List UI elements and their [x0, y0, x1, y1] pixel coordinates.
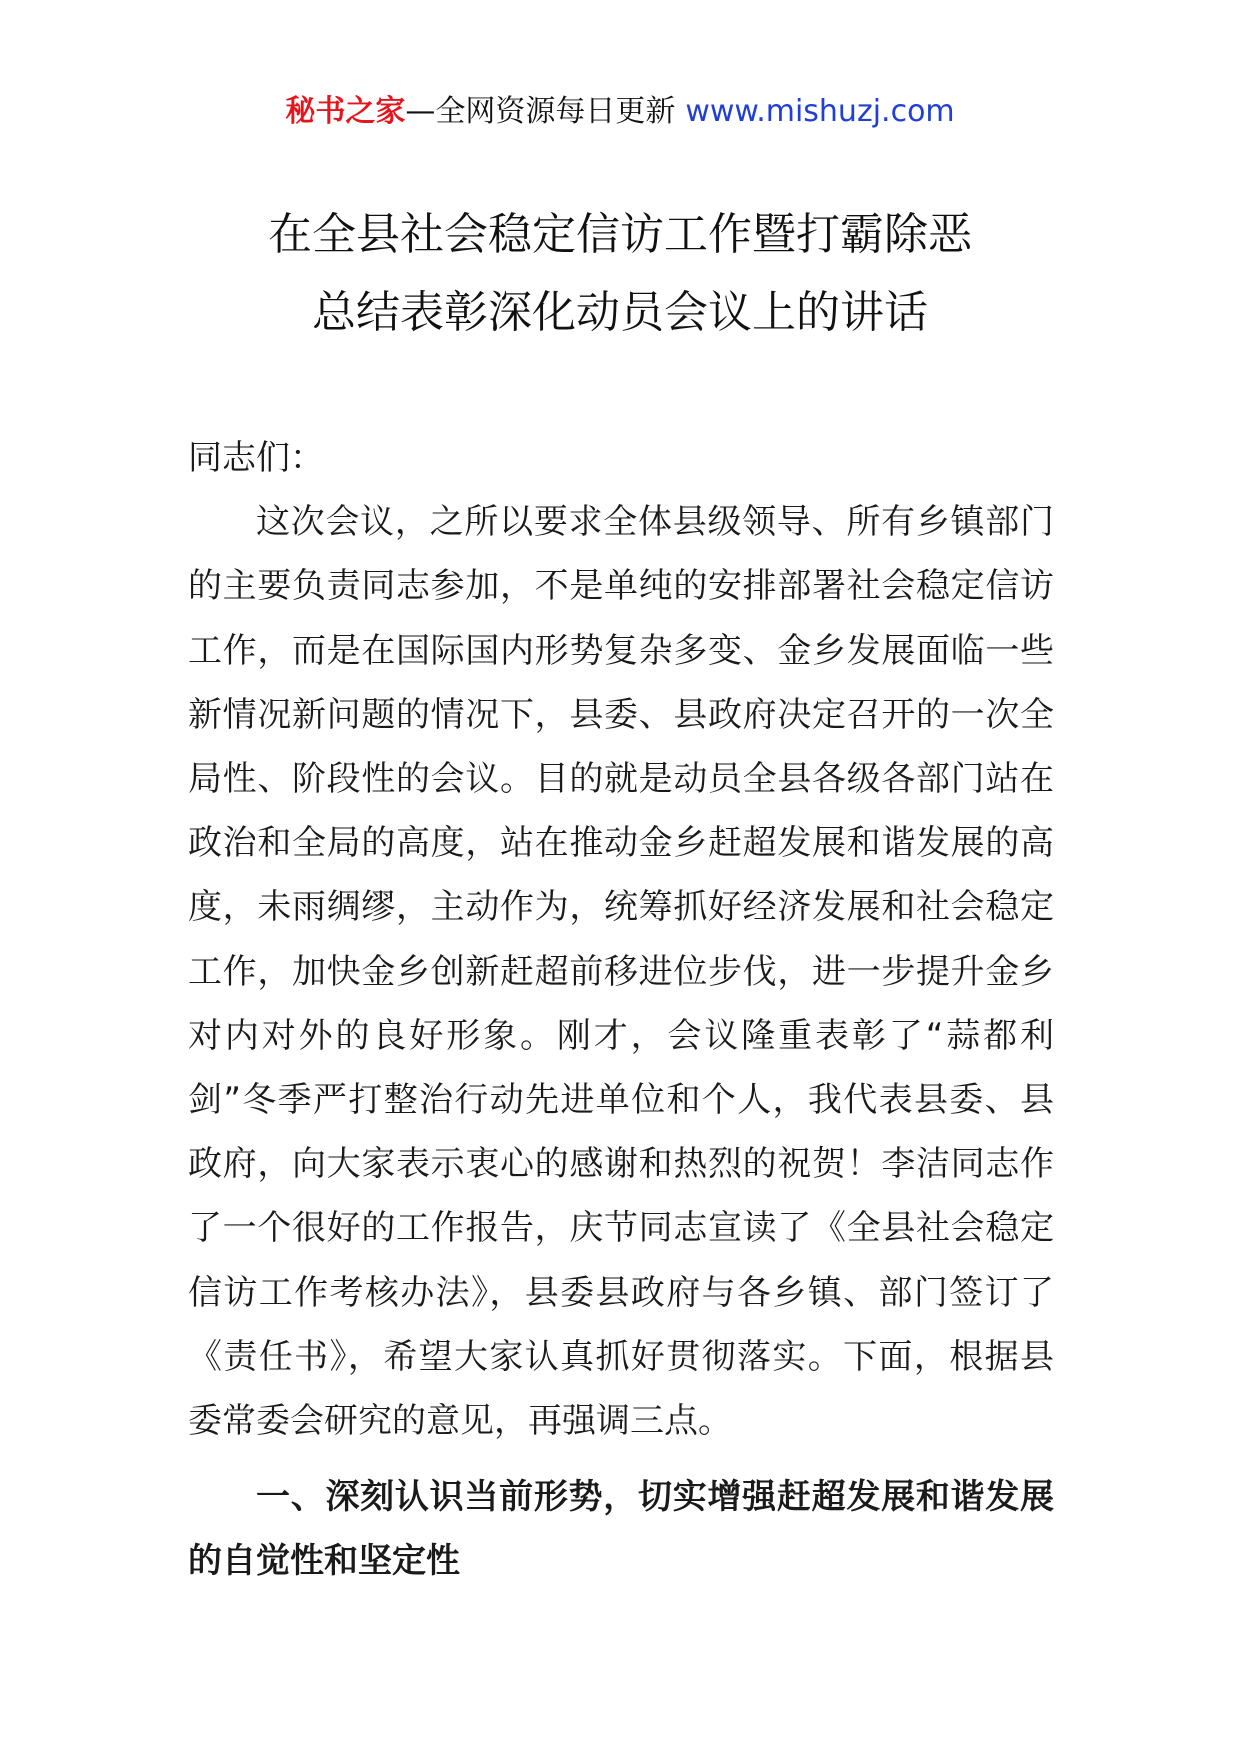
- site-header: [0, 92, 1240, 132]
- title-line-2: 总结表彰深化动员会议上的讲话: [312, 287, 928, 338]
- header-slogan: —全网资源每日更新: [405, 94, 676, 129]
- body-paragraph-1: 这次会议，之所以要求全体县级领导、所有乡镇部门的主要负责同志参加，不是单纯的安排部署社会稳定信访工作，而是在国际国内形势复杂多变、金乡发展面临一些新情况新问题的情况下，县委、县政府决定召开的一次全局性、阶段性的会议。目的就是动员全县各级各部门站在政治和全局的高度，站在推动金乡赶超发展和谐发展的高度，未雨绸缪，主动作为，统筹抓好经济发展和社会稳定工作，加快金乡创新赶超前移进位步伐，进一步提升金乡对内对外的良好形象。刚才，会议隆重表彰了“蒜都利剑”冬季严打整治行动先进单位和个人，我代表县委、县政府，向大家表示衷心的感谢和热烈的祝贺！李洁同志作了一个很好的工作报告，庆节同志宣读了《全县社会稳定信访工作考核办法》，县委县政府与各乡镇、部门签订了《责任书》，希望大家认真抓好贯彻落实。下面，根据县委常委会研究的意见，再强调三点。: [188, 502, 1054, 1442]
- document-body: [188, 426, 1054, 1594]
- brand-name: 秘书之家: [285, 94, 406, 129]
- title-line-1: 在全县社会稳定信访工作暨打霸除恶: [268, 209, 972, 260]
- salutation: 同志们：: [188, 438, 324, 478]
- section-heading-1: 一、深刻认识当前形势，切实增强赶超发展和谐发展的自觉性和坚定性: [188, 1477, 1054, 1582]
- document-title: [0, 196, 1240, 352]
- site-url-link[interactable]: www.mishuzj.com: [685, 94, 955, 129]
